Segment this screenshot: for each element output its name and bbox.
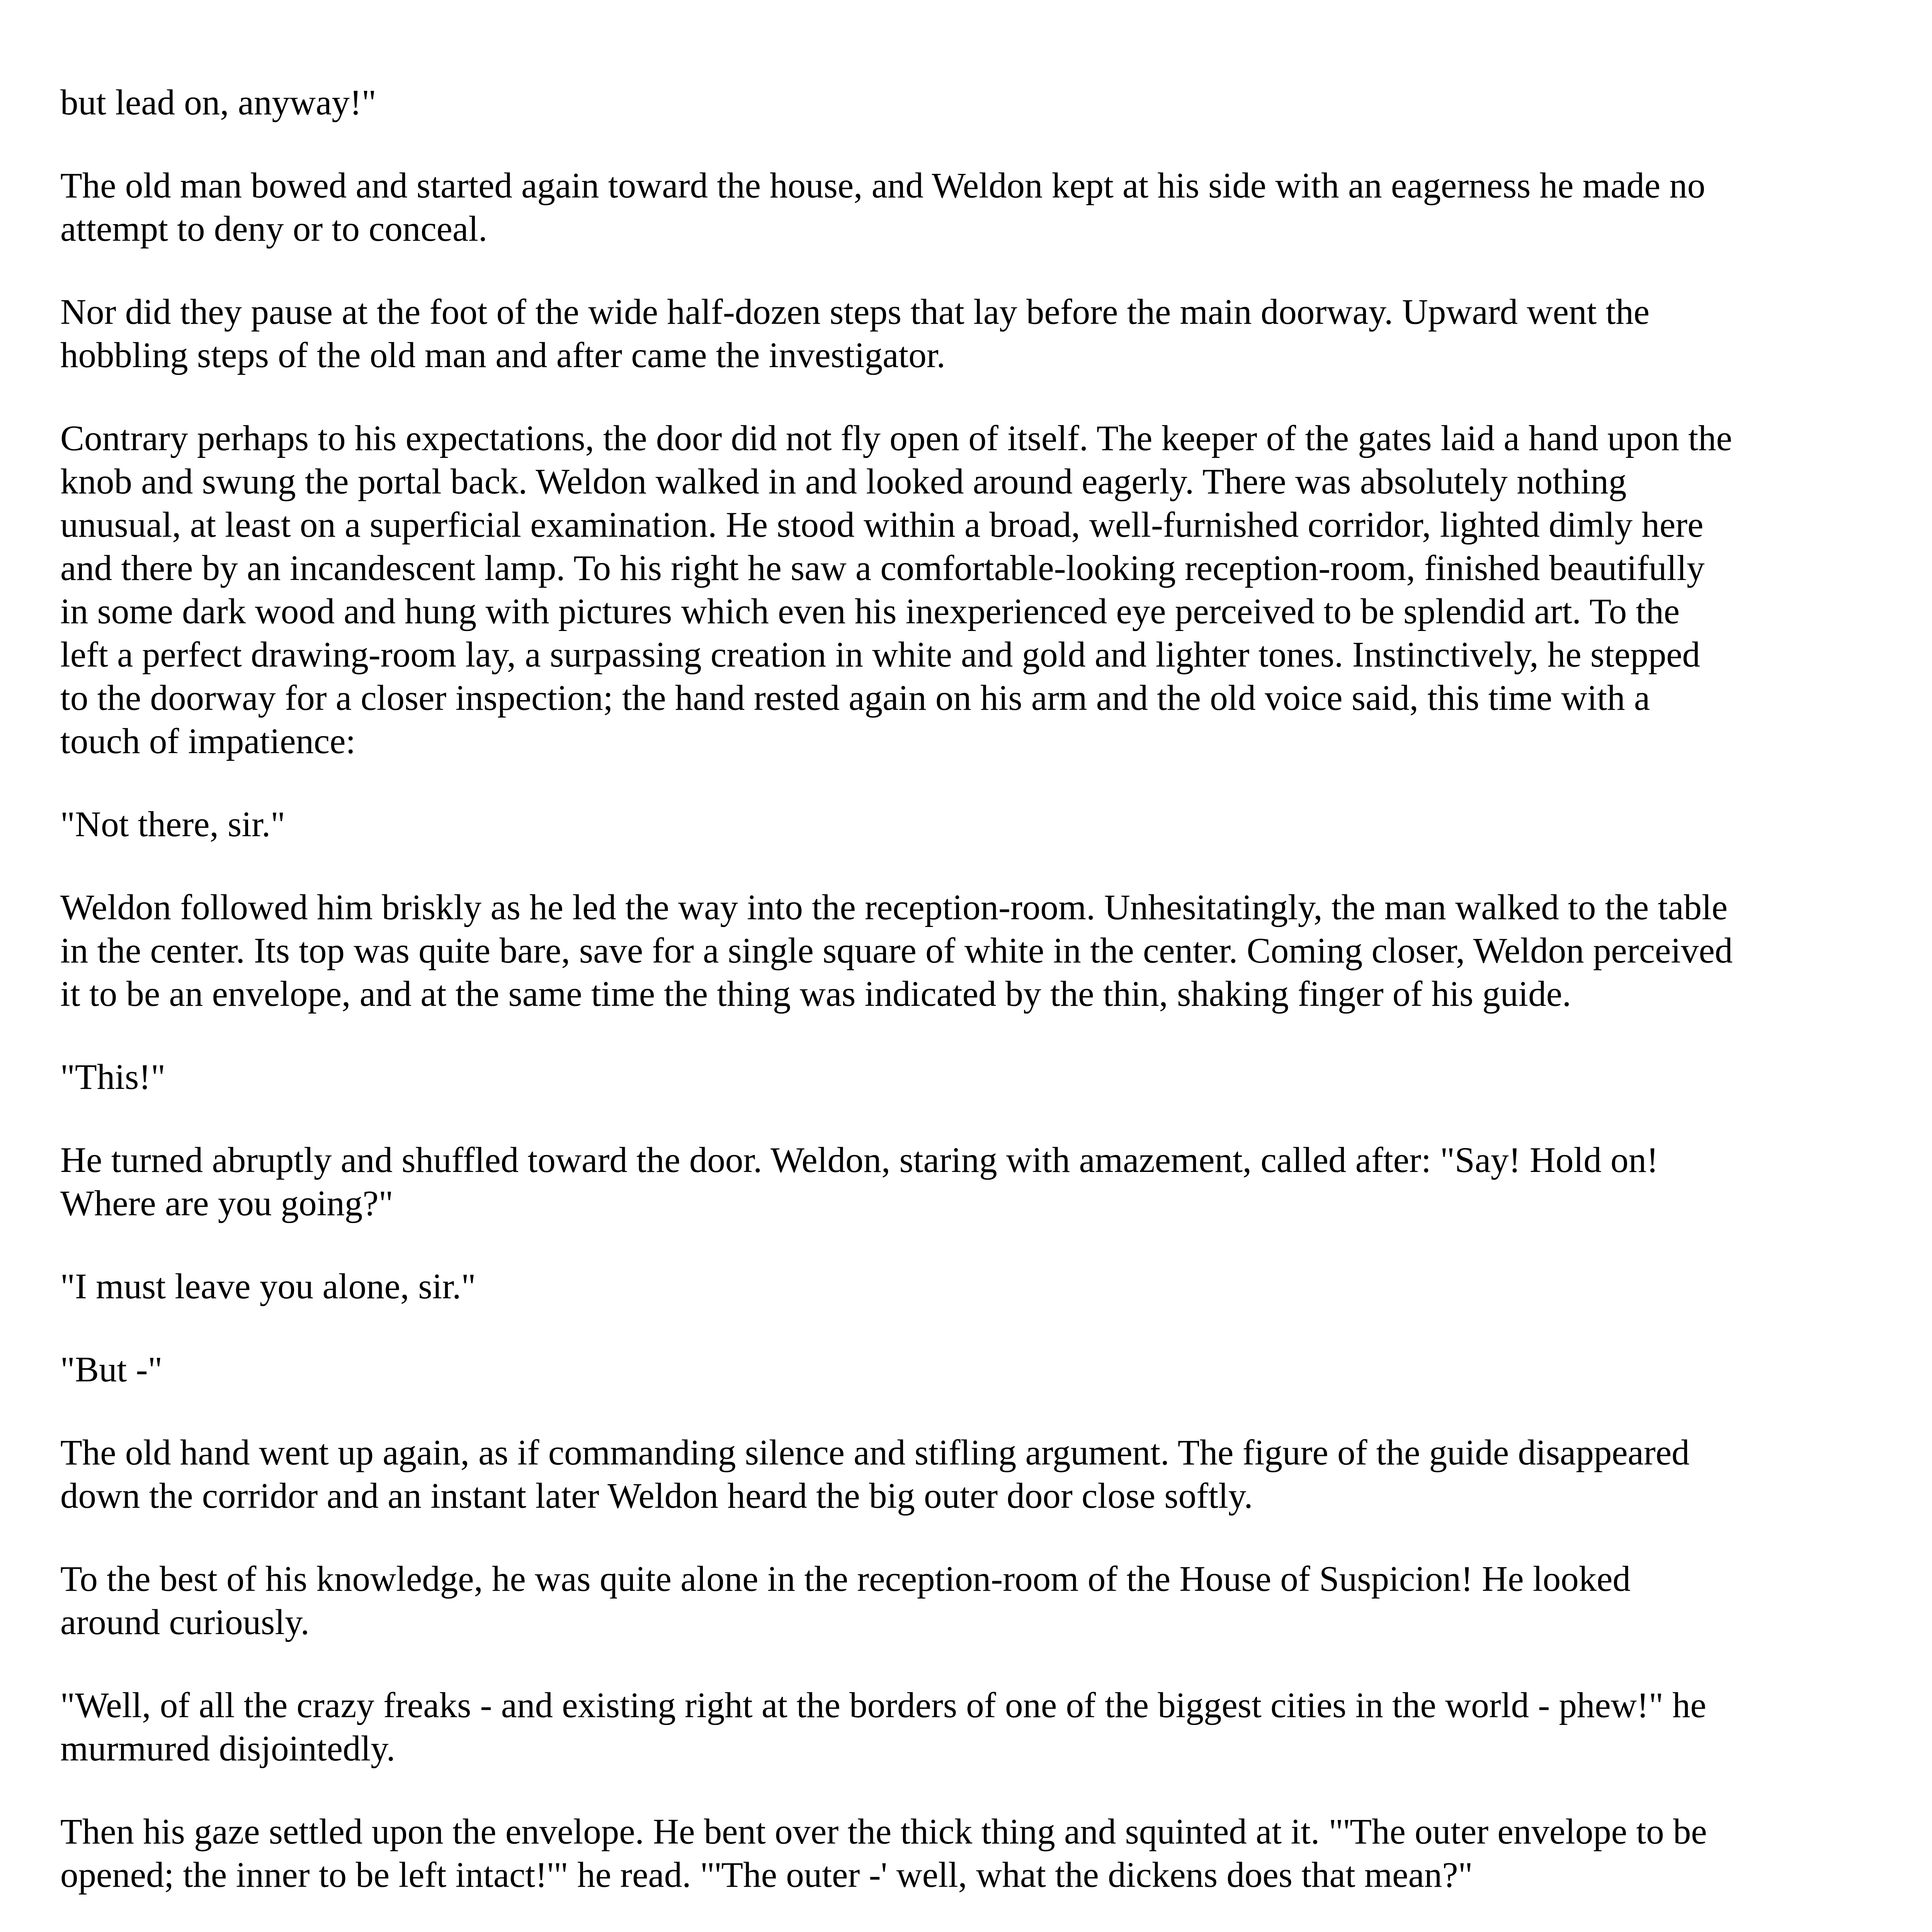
paragraph: "But -"	[60, 1350, 163, 1389]
paragraph: To the best of his knowledge, he was quite alone in the reception-room of the House of Suspicion! He looked around curiously.	[60, 1559, 1631, 1642]
body-text	[60, 81, 1733, 1932]
paragraph: Contrary perhaps to his expectations, the door did not fly open of itself. The keeper of the gates laid a hand upon the knob and swung the portal back. Weldon walked in and looked around eagerly. There was absolutely nothing unusual, at least on a superficial examination. He stood within a broad, well-furnished corridor, lighted dimly here and there by an incandescent lamp. To his right he saw a comfortable-looking reception-room, finished beautifully in some dark wood and hung with pictures which even his inexperienced eye perceived to be splendid art. To the left a perfect drawing-room lay, a surpassing creation in white and gold and lighter tones. Instinctively, he stepped to the doorway for a closer inspection; the hand rested again on his arm and the old voice said, this time with a touch of impatience:	[60, 418, 1732, 761]
paragraph: "Not there, sir."	[60, 804, 286, 844]
paragraph: Then his gaze settled upon the envelope. He bent over the thick thing and squinted at it. "'The outer envelope to be opened; the inner to be left intact!'" he read. "'The outer -' well, what the dickens does that mean?"	[60, 1812, 1707, 1895]
paragraph: The old man bowed and started again toward the house, and Weldon kept at his side with an eagerness he made no attempt to deny or to conceal.	[60, 166, 1706, 249]
paragraph: but lead on, anyway!"	[60, 83, 376, 122]
paragraph: "I must leave you alone, sir."	[60, 1267, 476, 1306]
paragraph: The old hand went up again, as if commanding silence and stifling argument. The figure of the guide disappeared down the corridor and an instant later Weldon heard the big outer door close softly.	[60, 1433, 1690, 1516]
paragraph: Weldon followed him briskly as he led the way into the reception-room. Unhesitatingly, the man walked to the table in the center. Its top was quite bare, save for a single square of white in the center. Coming closer, Weldon perceived it to be an envelope, and at the same time the thing was indicated by the thin, shaking finger of his guide.	[60, 888, 1733, 1014]
paragraph: Nor did they pause at the foot of the wide half-dozen steps that lay before the main doorway. Upward went the hobbling steps of the old man and after came the investigator.	[60, 292, 1650, 375]
paragraph: "This!"	[60, 1057, 166, 1097]
paragraph: He turned abruptly and shuffled toward the door. Weldon, staring with amazement, called after: "Say! Hold on! Where are you going?"	[60, 1140, 1658, 1223]
paragraph: "Well, of all the crazy freaks - and existing right at the borders of one of the biggest cities in the world - phew!" he murmured disjointedly.	[60, 1685, 1706, 1769]
